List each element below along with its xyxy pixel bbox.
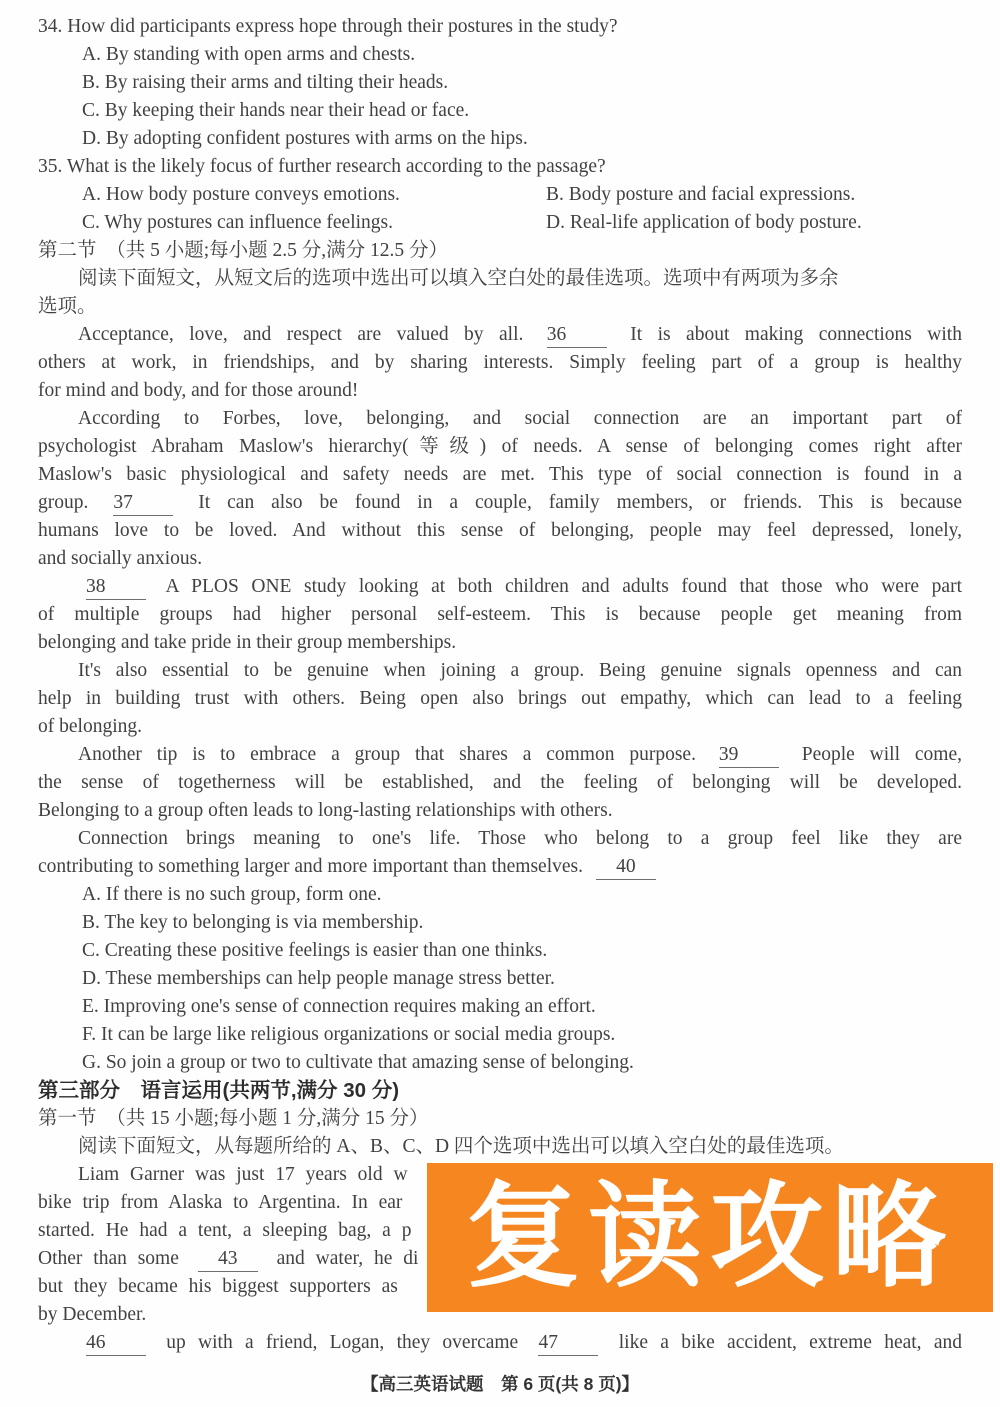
question-option-row xyxy=(38,209,962,237)
passage-line: Acceptance, love, and respect are valued by all. 36 It is about making connections with xyxy=(38,321,962,349)
section2-cloze-passage xyxy=(38,321,962,881)
passage-line: but they became his biggest supporters as xyxy=(38,1276,398,1297)
question-option: B. Body posture and facial expressions. xyxy=(546,184,856,205)
watermark-text: 复读攻略 xyxy=(465,1173,954,1301)
cloze-option: A. If there is no such group, form one. xyxy=(82,884,382,905)
cloze-blank: 43 xyxy=(198,1248,258,1272)
repeat-study-watermark-banner xyxy=(427,1163,993,1312)
passage-line: Other than some 43 and water, he di xyxy=(38,1245,962,1273)
passage-line: bike trip from Alaska to Argentina. In ear xyxy=(38,1192,403,1213)
instruction-line: 阅读下面短文，从短文后的选项中选出可以填入空白处的最佳选项。选项中有两项为多余 xyxy=(78,268,839,289)
question-option: C. Why postures can influence feelings. xyxy=(82,212,394,233)
question-option: A. By standing with open arms and chests. xyxy=(82,44,416,65)
passage-line: of belonging. xyxy=(38,716,142,737)
passage-line: group. 37 It can also be found in a couple, family members, or friends. This is because xyxy=(38,489,962,517)
section2-instructions xyxy=(38,265,962,321)
passage-line: It's also essential to be genuine when joining a group. Being genuine signals openness and can xyxy=(78,660,962,681)
question-34-options xyxy=(38,41,962,153)
passage-line: others at work, in friendships, and by sharing interests. Simply feeling part of a group is healthy xyxy=(38,352,962,373)
passage-line: contributing to something larger and more important than themselves. 40 xyxy=(38,853,962,881)
cloze-option: E. Improving one's sense of connection requires making an effort. xyxy=(82,996,596,1017)
instruction-line: 阅读下面短文，从每题所给的 A、B、C、D 四个选项中选出可以填入空白处的最佳选项。 xyxy=(78,1136,844,1157)
question-option: D. Real-life application of body posture. xyxy=(546,212,862,233)
cloze-option: D. These memberships can help people manage stress better. xyxy=(82,968,555,989)
passage-line: Belonging to a group often leads to long-lasting relationships with others. xyxy=(38,800,613,821)
question-34-stem: 34. How did participants express hope through their postures in the study? xyxy=(38,16,618,37)
question-option-row xyxy=(38,181,962,209)
cloze-blank: 36 xyxy=(547,324,607,348)
cloze-blank: 37 xyxy=(113,492,173,516)
passage-line: belonging and take pride in their group memberships. xyxy=(38,632,457,653)
cloze-option: C. Creating these positive feelings is easier than one thinks. xyxy=(82,940,548,961)
passage-line: of multiple groups had higher personal self-esteem. This is because people get meaning from xyxy=(38,604,962,625)
cloze-option: B. The key to belonging is via membership. xyxy=(82,912,424,933)
passage-line: Connection brings meaning to one's life. Those who belong to a group feel like they are xyxy=(78,828,962,849)
passage-line: humans love to be loved. And without this sense of belonging, people may feel depressed, lonely, xyxy=(38,520,962,541)
passage-line: Another tip is to embrace a group that shares a common purpose. 39 People will come, xyxy=(38,741,962,769)
section2-answer-options xyxy=(38,881,962,1077)
cloze-option: G. So join a group or two to cultivate that amazing sense of belonging. xyxy=(82,1052,634,1073)
cloze-blank: 39 xyxy=(719,744,779,768)
passage-line: Liam Garner was just 17 years old w xyxy=(78,1164,408,1185)
cloze-option: F. It can be large like religious organizations or social media groups. xyxy=(82,1024,616,1045)
passage-line: and socially anxious. xyxy=(38,548,203,569)
question-option: D. By adopting confident postures with arms on the hips. xyxy=(82,128,528,149)
passage-line: 38 A PLOS ONE study looking at both children and adults found that those who were part xyxy=(38,573,962,601)
cloze-blank: 38 xyxy=(86,576,146,600)
passage-line: by December. xyxy=(38,1304,147,1325)
question-35-stem: 35. What is the likely focus of further research according to the passage? xyxy=(38,156,606,177)
question-35-options xyxy=(38,181,962,237)
passage-line: 46 up with a friend, Logan, they overcame 47 like a bike accident, extreme heat, and xyxy=(38,1329,962,1357)
cloze-blank: 47 xyxy=(538,1332,598,1356)
passage-line: the sense of togetherness will be established, and the feeling of belonging will be developed. xyxy=(38,772,962,793)
passage-line: help in building trust with others. Being open also brings out empathy, which can lead to a feeling xyxy=(38,688,962,709)
passage-line: According to Forbes, love, belonging, and social connection are an important part of xyxy=(78,408,962,429)
page-footer: 【高三英语试题 第 6 页(共 8 页)】 xyxy=(360,1374,640,1394)
passage-line: Maslow's basic physiological and safety needs are met. This type of social connection is found in a xyxy=(38,464,962,485)
question-option: B. By raising their arms and tilting their heads. xyxy=(82,72,449,93)
cloze-blank: 40 xyxy=(596,856,656,880)
question-option: A. How body posture conveys emotions. xyxy=(82,184,400,205)
cloze-blank: 46 xyxy=(86,1332,146,1356)
section3-heading: 第三部分 语言运用(共两节,满分 30 分) xyxy=(38,1079,400,1102)
section3-sub-heading: 第一节 （共 15 小题;每小题 1 分,满分 15 分） xyxy=(38,1108,429,1129)
passage-line: psychologist Abraham Maslow's hierarchy(等级) of needs. A sense of belonging comes right after xyxy=(38,436,962,457)
section3-instructions xyxy=(38,1133,962,1161)
passage-line: for mind and body, and for those around! xyxy=(38,380,359,401)
exam-page xyxy=(38,13,962,1357)
section2-heading: 第二节 （共 5 小题;每小题 2.5 分,满分 12.5 分） xyxy=(38,240,449,261)
question-option: C. By keeping their hands near their head or face. xyxy=(82,100,470,121)
instruction-line: 选项。 xyxy=(38,296,97,317)
passage-line: started. He had a tent, a sleeping bag, a p xyxy=(38,1220,412,1241)
